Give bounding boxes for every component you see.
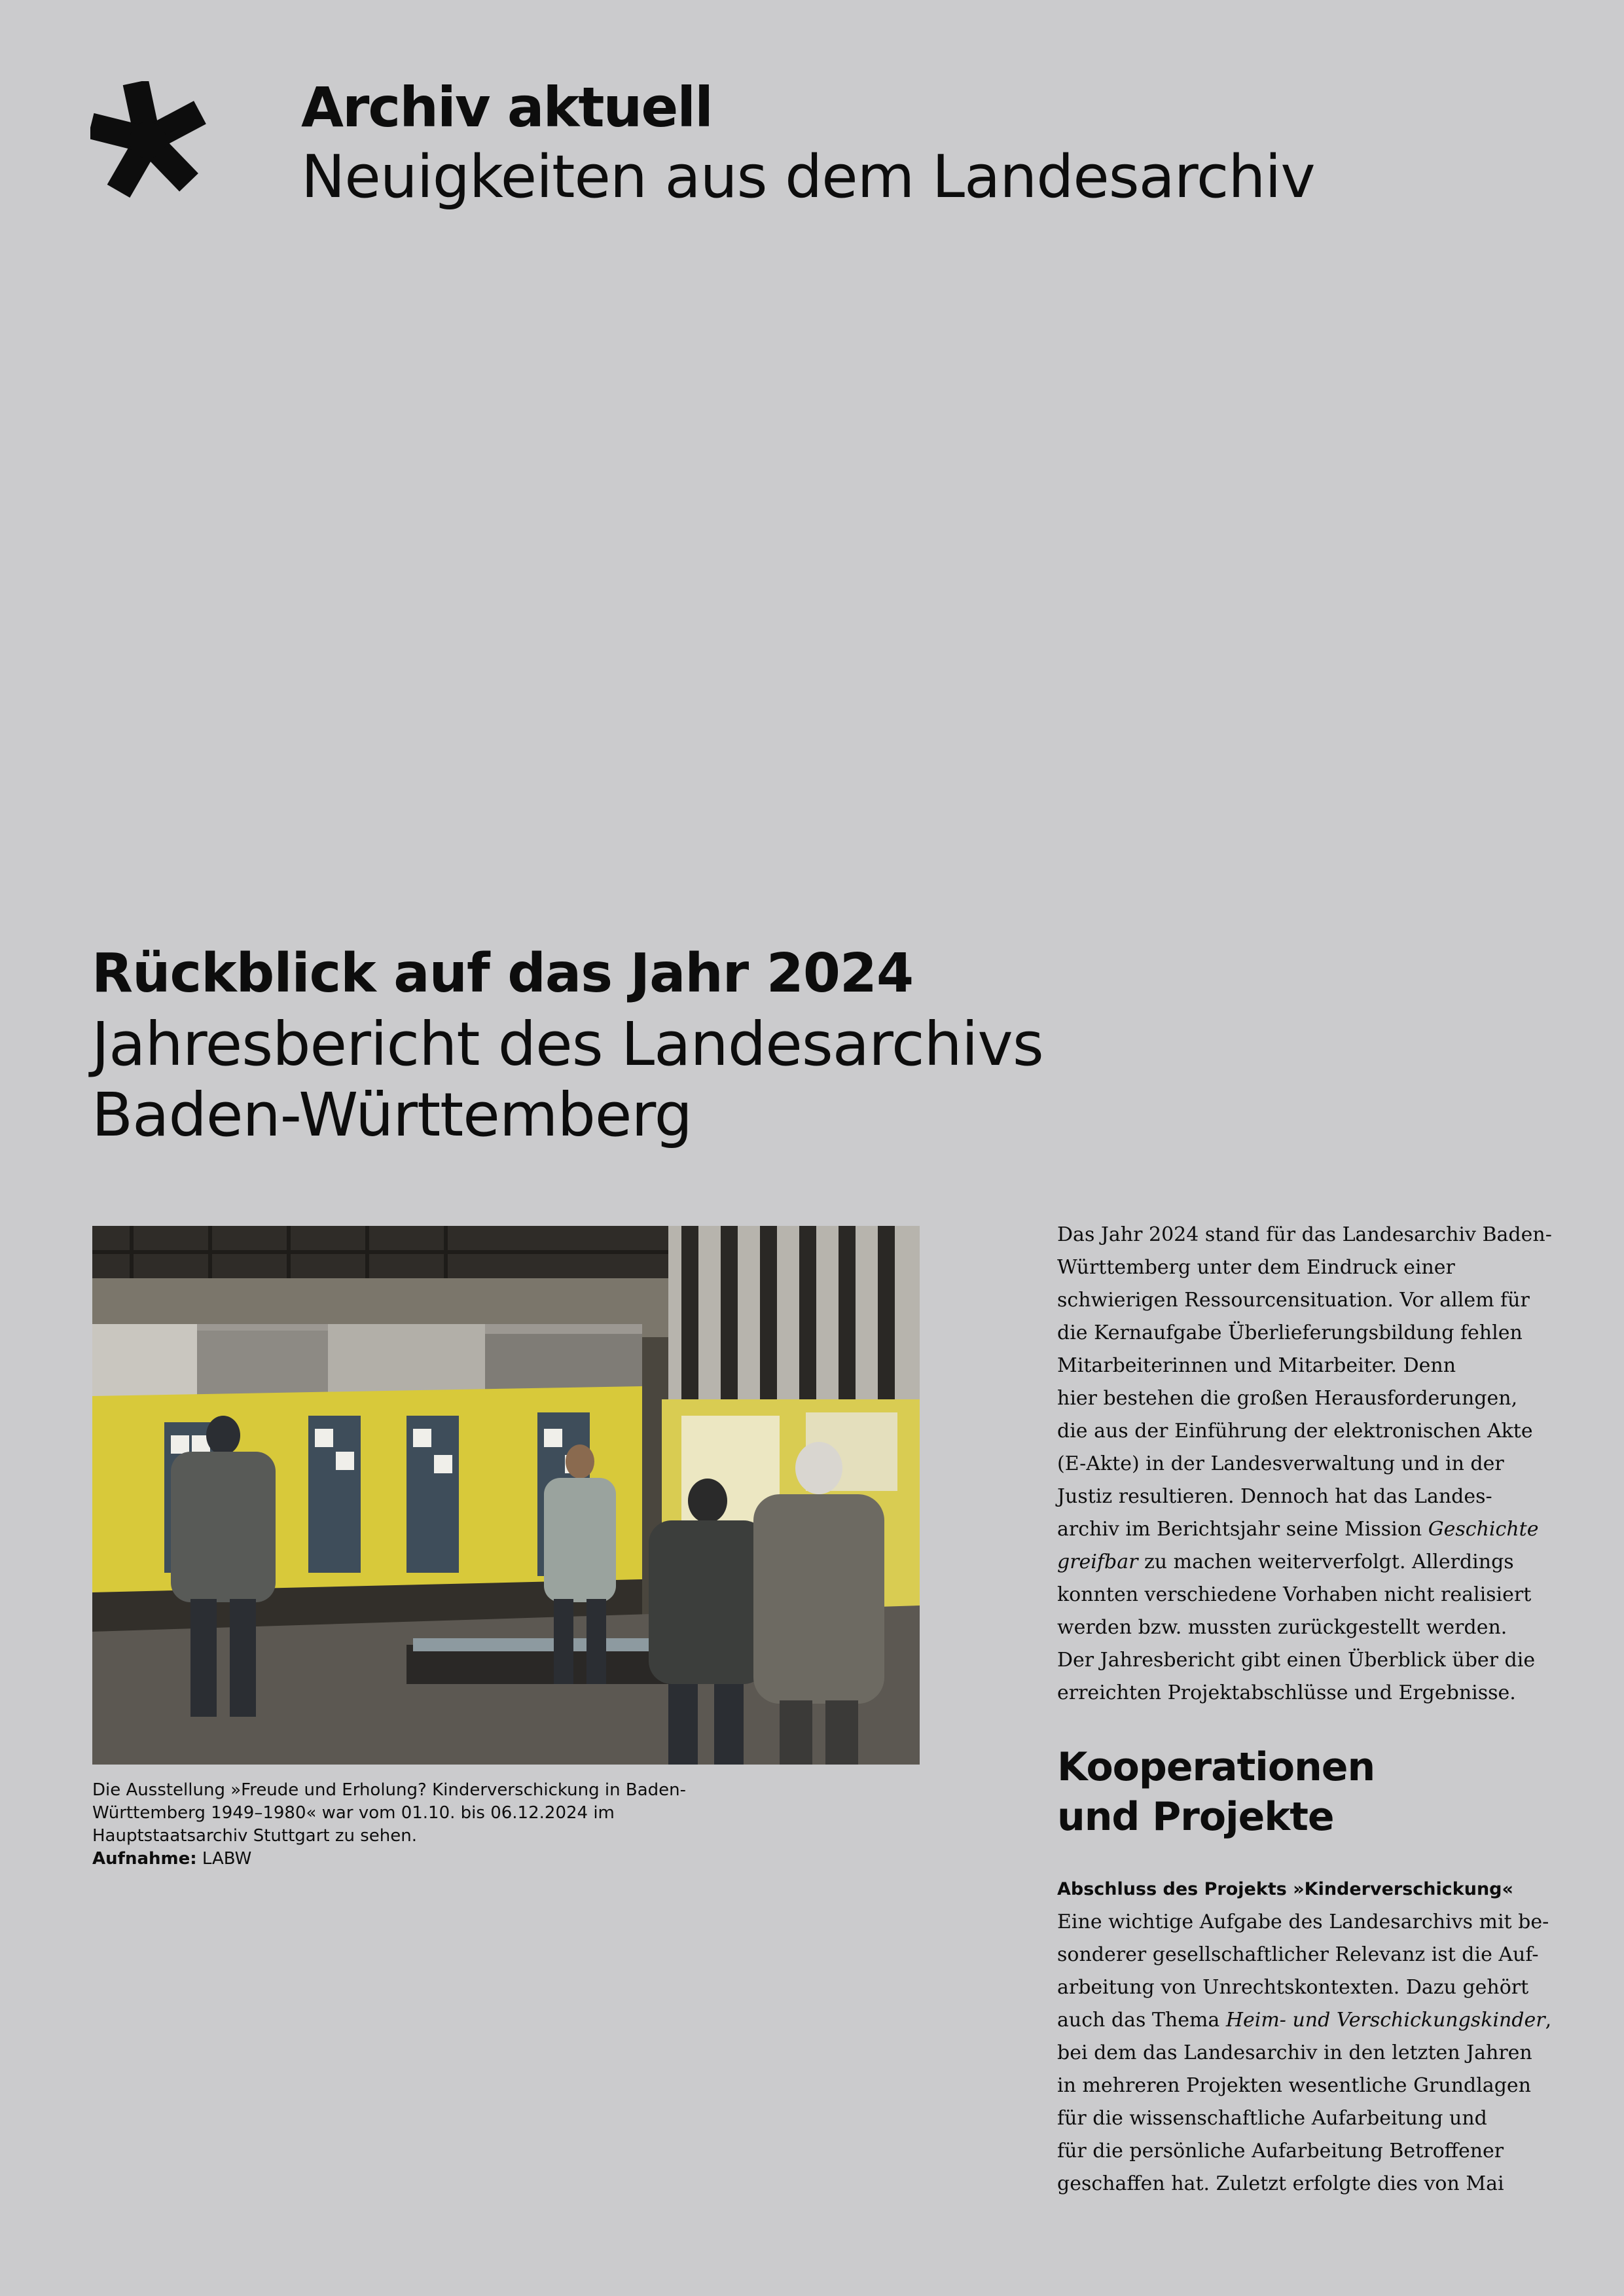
masthead [301, 73, 1545, 213]
masthead-title: Archiv aktuell [301, 75, 712, 139]
text-line: hier bestehen die großen Herausforderungen, [1057, 1387, 1518, 1410]
exhibition-photo [92, 1226, 920, 1765]
text-segment: , [1545, 2009, 1552, 2032]
text-line: geschaffen hat. Zuletzt erfolgte dies von Mai [1057, 2172, 1504, 2195]
text-line: bei dem das Landesarchiv in den letzten Jahren [1057, 2041, 1532, 2064]
text-line: schwierigen Ressourcensituation. Vor allem für [1057, 1289, 1530, 1312]
text-segment: archiv im Berichtsjahr seine Mission [1057, 1518, 1428, 1541]
text-line: konnten verschiedene Vorhaben nicht realisiert [1057, 1583, 1532, 1606]
text-line: Mitarbeiterinnen und Mitarbeiter. Denn [1057, 1354, 1456, 1377]
section-heading-line: und Projekte [1057, 1794, 1334, 1840]
section-paragraph [1057, 1906, 1551, 2200]
figure-caption [92, 1779, 747, 1871]
text-line: werden bzw. mussten zurückgestellt werden. [1057, 1616, 1507, 1639]
text-emphasis: Geschichte [1428, 1518, 1539, 1541]
section-heading-line: Kooperationen [1057, 1744, 1375, 1790]
text-line: für die wissenschaftliche Aufarbeitung und [1057, 2107, 1487, 2130]
text-emphasis: greifbar [1057, 1551, 1138, 1573]
right-column [1057, 1219, 1552, 2195]
text-line: erreichten Projektabschlüsse und Ergebnisse. [1057, 1681, 1516, 1704]
text-line: Das Jahr 2024 stand für das Landesarchiv Baden- [1057, 1223, 1552, 1246]
text-line: in mehreren Projekten wesentliche Grundlagen [1057, 2074, 1531, 2097]
credit-value: LABW [202, 1849, 252, 1869]
caption-text: Die Ausstellung »Freude und Erholung? Kinderverschickung in Baden-Württemberg 1949–1980« war vom 01.10. bis 06.12.2024 im Hauptstaatsarchiv Stuttgart zu sehen. [92, 1780, 687, 1846]
masthead-subtitle: Neuigkeiten aus dem Landesarchiv [301, 143, 1315, 211]
text-line [1057, 1546, 1542, 1579]
report-subtitle: Jahresbericht des Landesarchivs Baden-Württemberg [92, 1009, 1043, 1150]
text-line: arbeitung von Unrechtskontexten. Dazu gehört [1057, 1976, 1529, 1999]
report-title: Rückblick auf das Jahr 2024 [92, 942, 914, 1005]
intro-paragraph [1057, 1219, 1552, 1710]
text-emphasis: Heim- und Verschickungskinder [1225, 2009, 1545, 2032]
text-line: (E-Akte) in der Landesverwaltung und in der [1057, 1452, 1504, 1475]
text-segment: zu machen weiterverfolgt. Allerdings [1138, 1551, 1514, 1573]
text-line [1057, 2004, 1551, 2037]
section-heading [1057, 1742, 1542, 1842]
text-line: Justiz resultieren. Dennoch hat das Landes- [1057, 1485, 1492, 1508]
text-segment: auch das Thema [1057, 2009, 1226, 2032]
text-line [1057, 1513, 1542, 1546]
report-heading [92, 939, 1466, 1151]
credit-label: Aufnahme: [92, 1849, 197, 1869]
text-line: die aus der Einführung der elektronischen Akte [1057, 1420, 1533, 1443]
text-line: Eine wichtige Aufgabe des Landesarchivs mit be- [1057, 1910, 1549, 1933]
text-line: Württemberg unter dem Eindruck einer [1057, 1256, 1455, 1279]
sub-heading: Abschluss des Projekts »Kinderverschickung« [1057, 1879, 1513, 1899]
text-line: die Kernaufgabe Überlieferungsbildung fehlen [1057, 1321, 1523, 1344]
asterisk-logo-icon [90, 81, 208, 199]
text-line: sonderer gesellschaftlicher Relevanz ist die Auf- [1057, 1943, 1539, 1966]
text-line: Der Jahresbericht gibt einen Überblick über die [1057, 1649, 1536, 1672]
text-line: für die persönliche Aufarbeitung Betroffener [1057, 2140, 1504, 2162]
